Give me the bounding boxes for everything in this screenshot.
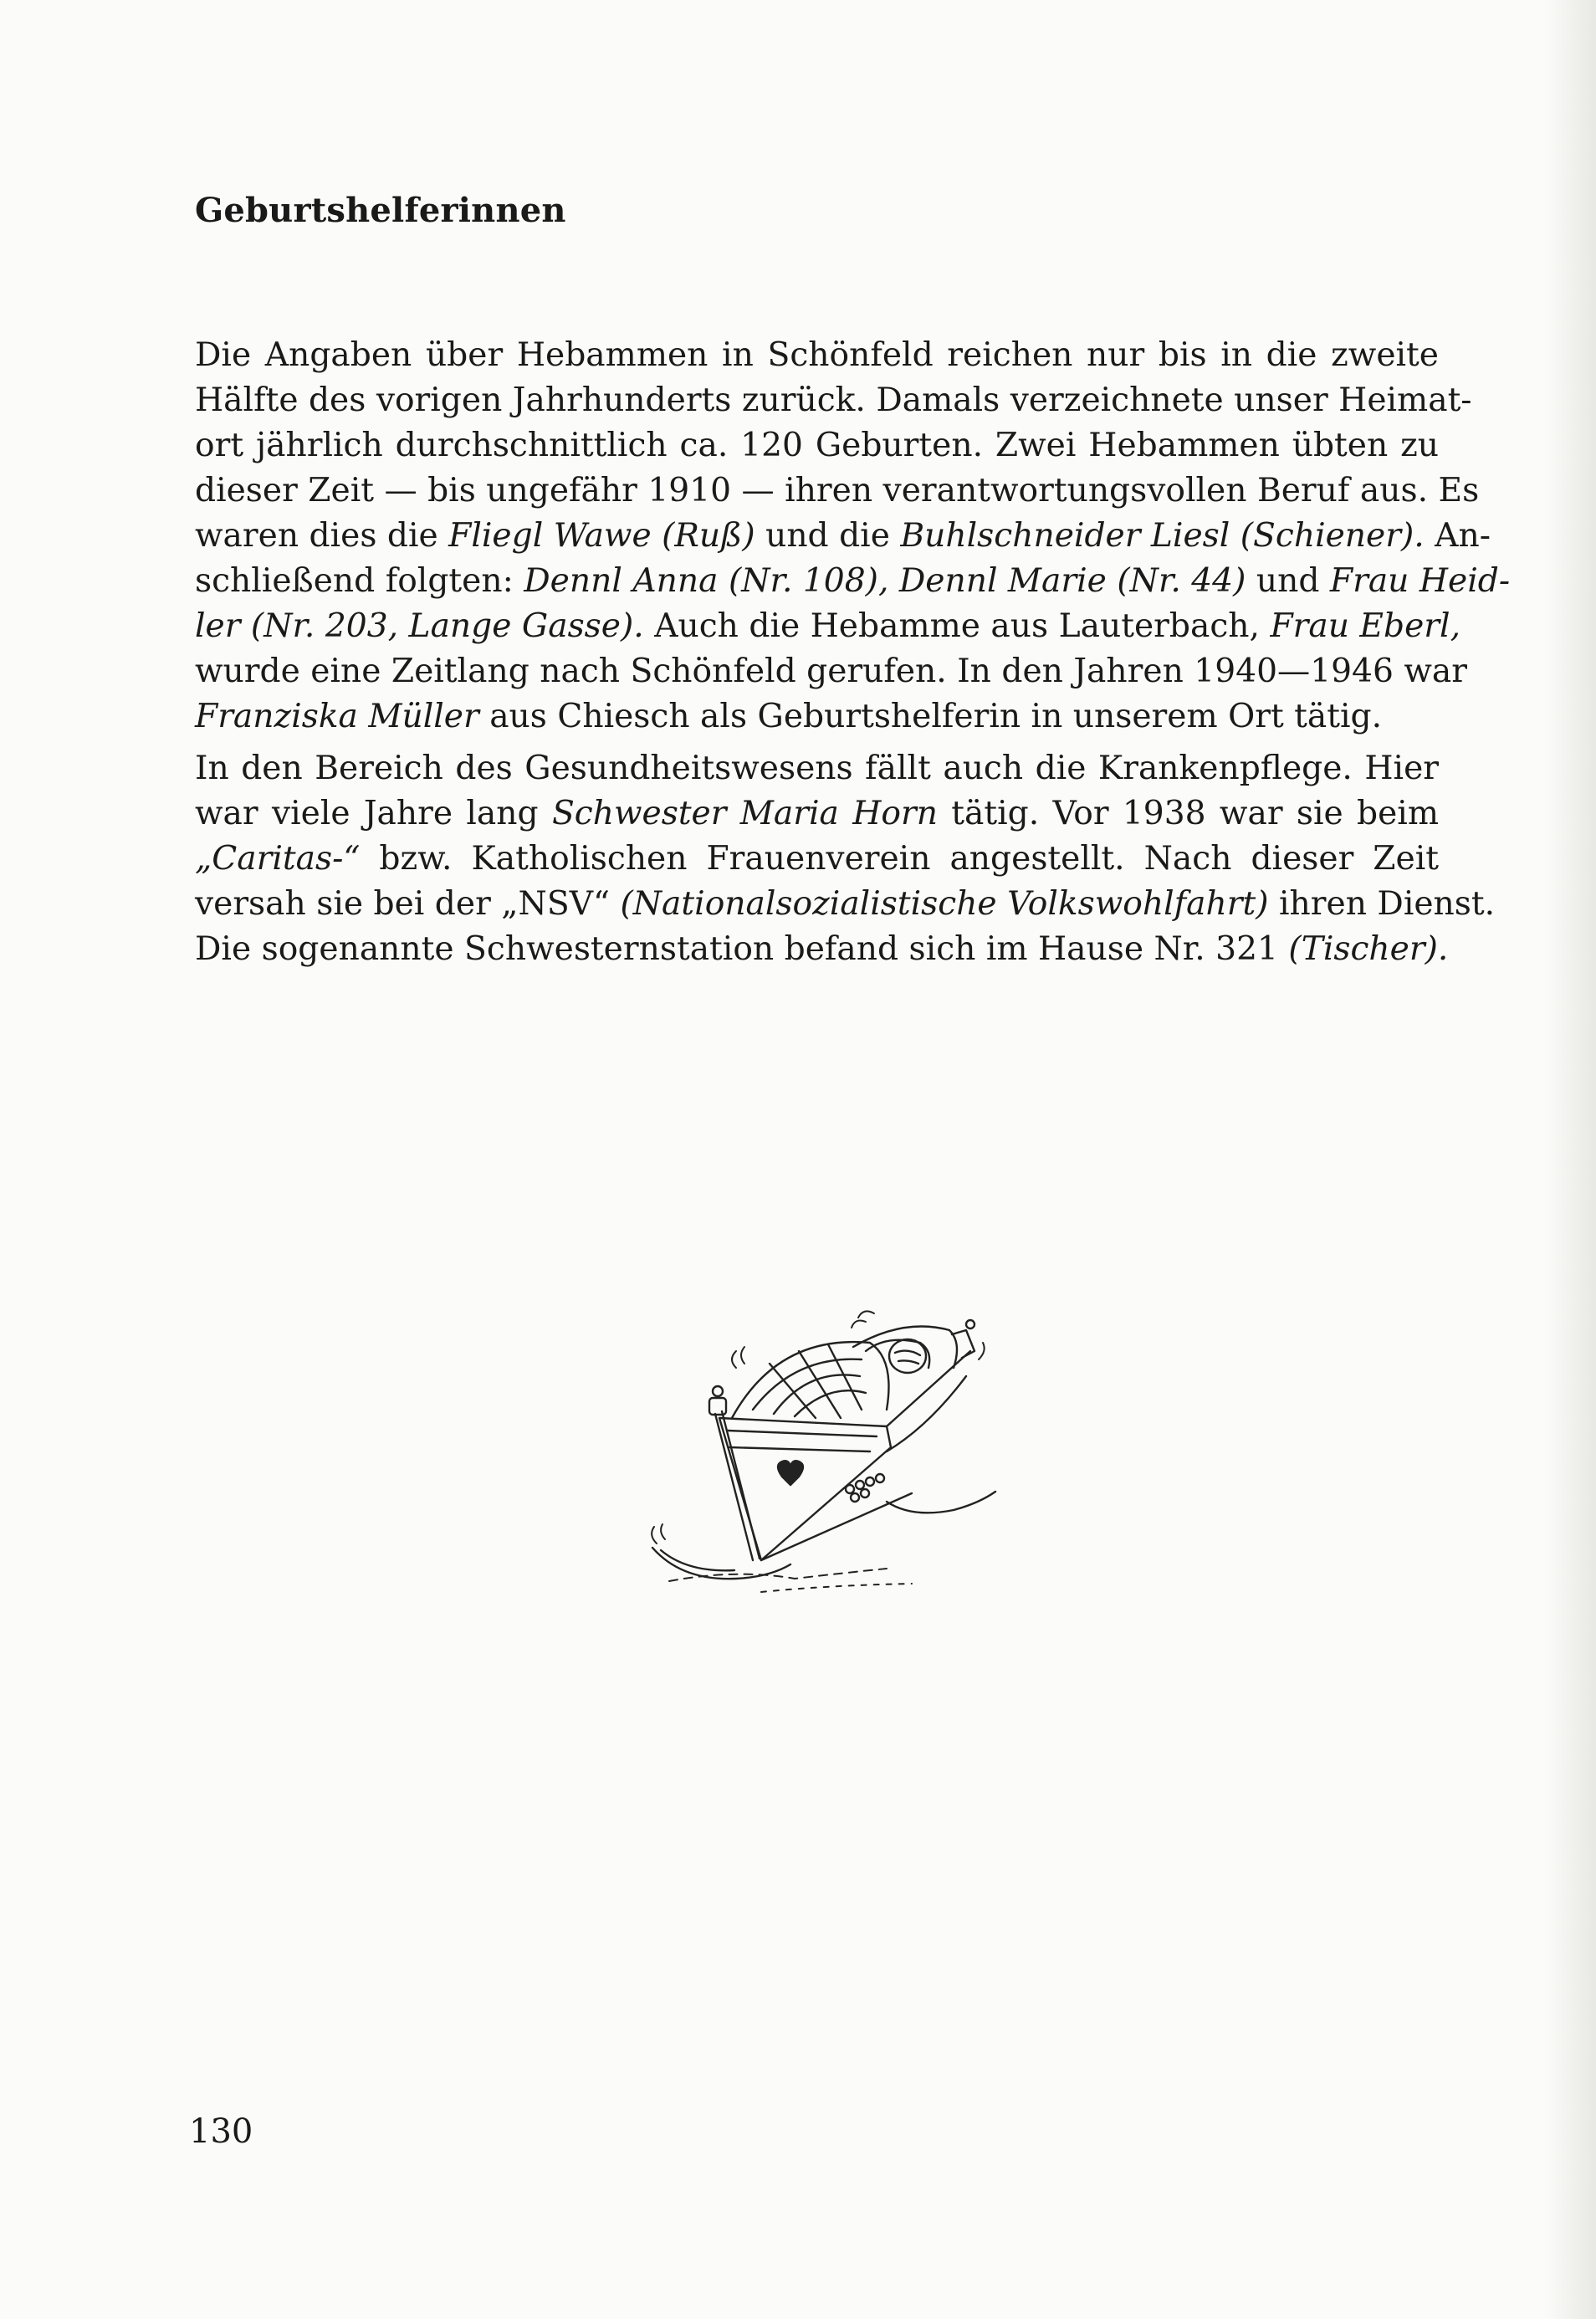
text-segment: bzw. Katholischen Frauenverein angestellt. Nach dieser Zeit (360, 840, 1439, 878)
italic-text: Frau Heid- (1329, 562, 1511, 600)
text-line (195, 694, 1439, 740)
page-edge-shadow (1546, 0, 1596, 2319)
text-segment: versah sie bei der „NSV“ (195, 885, 621, 923)
text-segment: schließend folgten: (195, 562, 524, 600)
italic-text: Fliegl Wawe (Ruß) (448, 517, 755, 555)
text-segment: ort jährlich durchschnittlich ca. 120 Geburten. Zwei Hebammen übten zu (195, 427, 1439, 464)
text-segment: und die (755, 517, 901, 555)
italic-text: Buhlschneider Liesl (Schiener). (900, 517, 1425, 555)
text-segment: dieser Zeit — bis ungefähr 1910 — ihren verantwortungsvollen Beruf aus. Es (195, 472, 1480, 509)
text-segment: Die Angaben über Hebammen in Schönfeld reichen nur bis in die zweite (195, 336, 1439, 374)
page-number: 130 (189, 2112, 253, 2151)
section-heading: Geburtshelferinnen (195, 191, 566, 230)
italic-text: Franziska Müller (195, 698, 479, 735)
italic-text: (Tischer). (1288, 930, 1449, 968)
text-segment: Hälfte des vorigen Jahrhunderts zurück. Damals verzeichnete unser Heimat- (195, 381, 1472, 419)
text-line (195, 604, 1461, 649)
italic-text: Dennl Anna (Nr. 108), Dennl Marie (Nr. 44) (524, 562, 1246, 600)
text-line (195, 791, 1439, 837)
text-line (195, 649, 1468, 694)
italic-text: ler (Nr. 203, Lange Gasse). (195, 607, 644, 645)
italic-text: „Caritas-“ (195, 840, 361, 878)
paragraph-midwives (195, 333, 1511, 740)
text-line (195, 837, 1439, 882)
text-line (195, 333, 1439, 378)
italic-text: Frau Eberl, (1270, 607, 1461, 645)
text-line (195, 882, 1496, 927)
text-segment: In den Bereich des Gesundheitswesens fällt auch die Krankenpflege. Hier (195, 750, 1439, 787)
text-segment: war viele Jahre lang (195, 795, 552, 832)
text-segment: Die sogenannte Schwesternstation befand sich im Hause Nr. 321 (195, 930, 1289, 968)
text-segment: und (1246, 562, 1330, 600)
text-line (195, 559, 1511, 604)
italic-text: (Nationalsozialistische Volkswohlfahrt) (620, 885, 1269, 923)
text-segment: waren dies die (195, 517, 449, 555)
text-segment: aus Chiesch als Geburtshelferin in unserem Ort tätig. (478, 698, 1383, 735)
text-line (195, 378, 1472, 423)
text-segment: An- (1424, 517, 1491, 555)
paragraph-nursing (195, 746, 1496, 972)
cradle-illustration (636, 1284, 1029, 1602)
text-segment: Auch die Hebamme aus Lauterbach, (643, 607, 1271, 645)
text-segment: tätig. Vor 1938 war sie beim (937, 795, 1439, 832)
text-line (195, 746, 1439, 791)
text-line (195, 423, 1439, 468)
text-segment: ihren Dienst. (1268, 885, 1496, 923)
text-segment: wurde eine Zeitlang nach Schönfeld gerufen. In den Jahren 1940—1946 war (195, 653, 1468, 690)
text-line (195, 468, 1480, 514)
text-line (195, 927, 1449, 972)
italic-text: Schwester Maria Horn (551, 795, 938, 832)
text-line (195, 514, 1491, 559)
